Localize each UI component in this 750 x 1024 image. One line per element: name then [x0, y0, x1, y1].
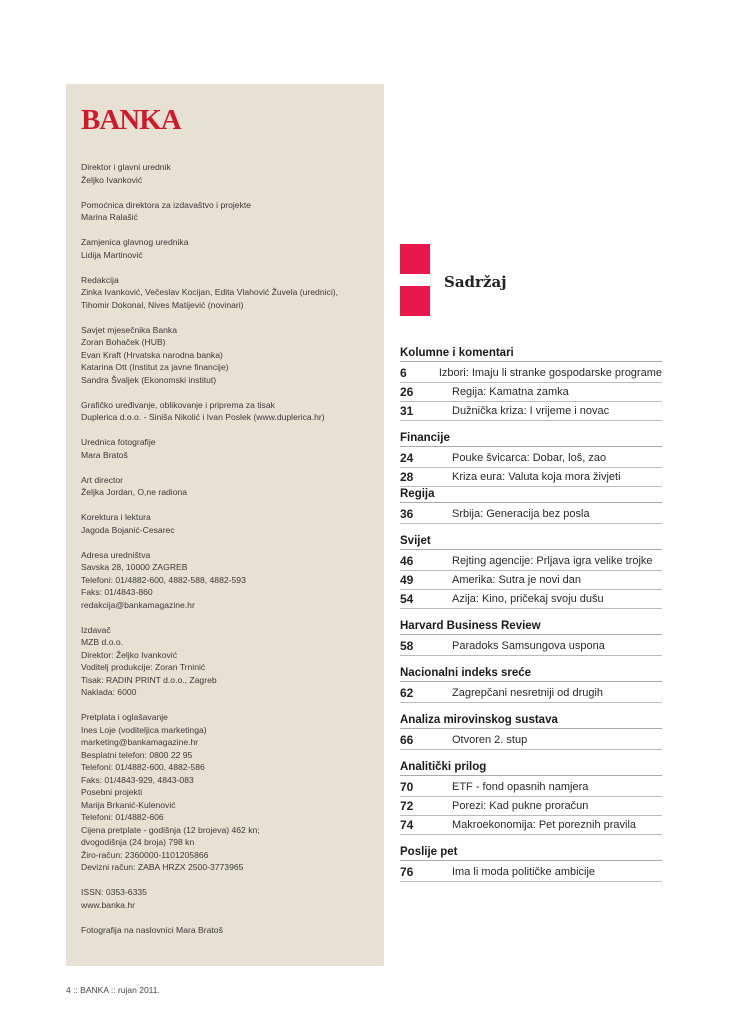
red-square-bottom — [400, 286, 430, 316]
credit-line: Besplatni telefon: 0800 22 95 — [81, 749, 193, 760]
toc-section-title: Analitički prilog — [400, 760, 662, 776]
credit-block — [81, 924, 376, 937]
toc-entry-title: Rejting agencije: Prljava igra velike trojke — [452, 555, 653, 567]
credit-block — [81, 399, 376, 424]
credit-line: redakcija@bankamagazine.hr — [81, 599, 195, 610]
credit-line: Telefoni: 01/4882-600, 4882-586 — [81, 762, 205, 772]
toc-entry[interactable] — [400, 778, 662, 797]
credit-line: Tihomir Dokonal, Nives Matijević (novinari) — [81, 299, 244, 310]
toc-page-number: 76 — [400, 865, 414, 879]
toc-entry-title: Makroekonomija: Pet poreznih pravila — [452, 819, 637, 831]
toc-entry[interactable] — [400, 468, 662, 487]
toc-page-number: 36 — [400, 507, 414, 521]
toc-section-title: Financije — [400, 431, 662, 447]
credit-line: ISSN: 0353-6335 — [81, 887, 147, 897]
credit-line: Naklada: 6000 — [81, 687, 137, 697]
toc-page-number: 31 — [400, 404, 414, 418]
toc-entry[interactable] — [400, 571, 662, 590]
toc-entry[interactable] — [400, 505, 662, 524]
credit-line: Žiro-račun: 2360000-1101205866 — [81, 849, 209, 860]
credit-line: Grafičko uređivanje, oblikovanje i priprema za tisak — [81, 399, 275, 410]
toc-section — [400, 487, 662, 524]
credit-line: Katarina Ott (Institut za javne financije) — [81, 362, 229, 372]
toc-entry-title: Zagrepčani nesretniji od drugih — [452, 687, 604, 699]
toc-section-title: Harvard Business Review — [400, 619, 662, 635]
toc-page-number: 66 — [400, 733, 414, 747]
toc-section-title: Nacionalni indeks sreće — [400, 666, 662, 682]
toc-section — [400, 713, 662, 750]
toc-entry[interactable] — [400, 863, 662, 882]
toc-entry-title: Srbija: Generacija bez posla — [452, 508, 590, 520]
toc-section-title: Poslije pet — [400, 845, 662, 861]
toc-page-number: 72 — [400, 799, 414, 813]
toc-entry-title: Porezi: Kad pukne proračun — [452, 800, 589, 812]
credits-list — [81, 161, 376, 949]
red-square-top — [400, 244, 430, 274]
credit-line: dvogodišnja (24 broja) 798 kn — [81, 837, 195, 847]
toc-page-number: 28 — [400, 470, 414, 484]
toc-section — [400, 346, 662, 421]
toc-entry-title: Izbori: Imaju li stranke gospodarske programe — [438, 367, 662, 379]
credit-block — [81, 511, 376, 536]
credit-line: Željko Ivanković — [81, 174, 143, 185]
toc-section — [400, 760, 662, 835]
toc-entry[interactable] — [400, 402, 662, 421]
credit-line: Telefoni: 01/4882-606 — [81, 812, 164, 822]
credit-line: Evan Kraft (Hrvatska narodna banka) — [81, 349, 223, 360]
credit-block — [81, 199, 376, 224]
credit-line: Telefoni: 01/4882-600, 4882-588, 4882-593 — [81, 574, 246, 585]
credit-line: Pomoćnica direktora za izdavaštvo i projekte — [81, 199, 252, 210]
credit-line: Zinka Ivanković, Večeslav Kocijan, Edita Vlahović Žuvela (urednici), — [81, 287, 338, 297]
toc-page-number: 70 — [400, 780, 414, 794]
credit-line: Art director — [81, 474, 124, 485]
toc-entry[interactable] — [400, 637, 662, 656]
toc-page-number: 54 — [400, 592, 414, 606]
toc-entry-title: Pouke švicarca: Dobar, loš, zao — [452, 452, 607, 464]
toc-page-number: 6 — [400, 366, 407, 380]
toc-section-title: Regija — [400, 487, 662, 503]
credit-line: Faks: 01/4843-929, 4843-083 — [81, 774, 194, 785]
toc-section — [400, 619, 662, 656]
credit-line: Lidija Martinović — [81, 249, 143, 260]
toc-section — [400, 845, 662, 882]
credit-block — [81, 886, 376, 911]
toc-entry-title: Dužnička kriza: I vrijeme i novac — [452, 405, 610, 417]
credit-line: www.banka.hr — [81, 899, 135, 910]
credit-line: Pretplata i oglašavanje — [81, 712, 168, 722]
credit-line: marketing@bankamagazine.hr — [81, 737, 199, 747]
toc-entry-title: Otvoren 2. stup — [452, 734, 528, 746]
masthead-panel — [66, 84, 384, 966]
toc-page-number: 26 — [400, 385, 414, 399]
toc-page-number: 49 — [400, 573, 414, 587]
credit-line: Savjet mjesečnika Banka — [81, 324, 178, 335]
credit-line: Izdavač — [81, 624, 111, 635]
credit-line: Ines Loje (voditeljica marketinga) — [81, 724, 207, 735]
toc-entry-title: Amerika: Sutra je novi dan — [452, 574, 582, 586]
toc-entry[interactable] — [400, 364, 662, 383]
toc-entry[interactable] — [400, 816, 662, 835]
toc-page-number: 46 — [400, 554, 414, 568]
toc-entry-title: Regija: Kamatna zamka — [452, 386, 569, 398]
toc-entry-title: Ima li moda političke ambicije — [452, 866, 596, 878]
credit-line: Korektura i lektura — [81, 512, 151, 522]
credit-line: Jagoda Bojanić-Cesarec — [81, 524, 175, 535]
toc-section — [400, 666, 662, 703]
credit-line: Tisak: RADIN PRINT d.o.o., Zagreb — [81, 674, 217, 685]
credit-line: Adresa uredništva — [81, 549, 151, 560]
credit-line: Voditelj produkcije: Zoran Trninić — [81, 662, 206, 672]
toc-page-number: 58 — [400, 639, 414, 653]
toc-section — [400, 431, 662, 487]
credit-block — [81, 324, 376, 387]
toc-page-number: 24 — [400, 451, 414, 465]
credit-line: Fotografija na naslovnici Mara Bratoš — [81, 924, 223, 935]
toc-entry-title: Kriza eura: Valuta koja mora živjeti — [452, 471, 621, 483]
credit-line: Marina Ralašić — [81, 212, 138, 222]
credit-line: Faks: 01/4843-860 — [81, 587, 153, 597]
toc-section-title: Svijet — [400, 534, 662, 550]
credit-line: Urednica fotografije — [81, 437, 156, 447]
credit-line: Cijena pretplate - godišnja (12 brojeva) 462 kn; — [81, 824, 260, 835]
credit-line: Direktor: Željko Ivanković — [81, 649, 177, 660]
toc-entry[interactable] — [400, 383, 662, 402]
credit-line: Željka Jordan, O,ne radiona — [81, 487, 188, 497]
credit-line: Posebni projekti — [81, 787, 143, 797]
credit-block — [81, 474, 376, 499]
credit-line: MZB d.o.o. — [81, 637, 124, 647]
toc-page-number: 62 — [400, 686, 414, 700]
credit-block — [81, 436, 376, 461]
credit-block — [81, 549, 376, 612]
credit-line: Mara Bratoš — [81, 449, 128, 460]
credit-line: Devizni račun: ZABA HRZX 2500-3773965 — [81, 862, 244, 872]
toc-page-number: 74 — [400, 818, 414, 832]
toc-entry[interactable] — [400, 797, 662, 816]
toc-section — [400, 534, 662, 609]
credit-line: Zoran Bohaček (HUB) — [81, 337, 166, 347]
credit-line: Marija Brkanić-Kulenović — [81, 799, 176, 810]
banka-logo: BANKA — [81, 104, 181, 136]
page-footer: 4 :: BANKA :: rujan 2011. — [66, 985, 160, 995]
credit-block — [81, 711, 376, 874]
toc-entry[interactable] — [400, 449, 662, 468]
toc-entry-title: Paradoks Samsungova uspona — [452, 640, 605, 652]
credit-line: Duplerica d.o.o. - Siniša Nikolić i Ivan Poslek (www.duplerica.hr) — [81, 412, 325, 422]
toc-entry[interactable] — [400, 552, 662, 571]
table-of-contents — [400, 346, 662, 892]
toc-section-title: Kolumne i komentari — [400, 346, 662, 362]
credit-block — [81, 161, 376, 186]
toc-entry[interactable] — [400, 590, 662, 609]
toc-entry-title: ETF - fond opasnih namjera — [452, 781, 589, 793]
credit-line: Sandra Švaljek (Ekonomski institut) — [81, 374, 217, 385]
toc-entry[interactable] — [400, 684, 662, 703]
credit-line: Savska 28, 10000 ZAGREB — [81, 562, 188, 572]
toc-section-title: Analiza mirovinskog sustava — [400, 713, 662, 729]
toc-title: Sadržaj — [444, 273, 507, 291]
toc-entry[interactable] — [400, 731, 662, 750]
credit-line: Redakcija — [81, 274, 119, 285]
credit-block — [81, 624, 376, 699]
credit-line: Zamjenica glavnog urednika — [81, 237, 189, 247]
toc-entry-title: Azija: Kino, pričekaj svoju dušu — [452, 593, 604, 605]
credit-block — [81, 274, 376, 312]
credit-line: Direktor i glavni urednik — [81, 162, 171, 172]
credit-block — [81, 236, 376, 261]
